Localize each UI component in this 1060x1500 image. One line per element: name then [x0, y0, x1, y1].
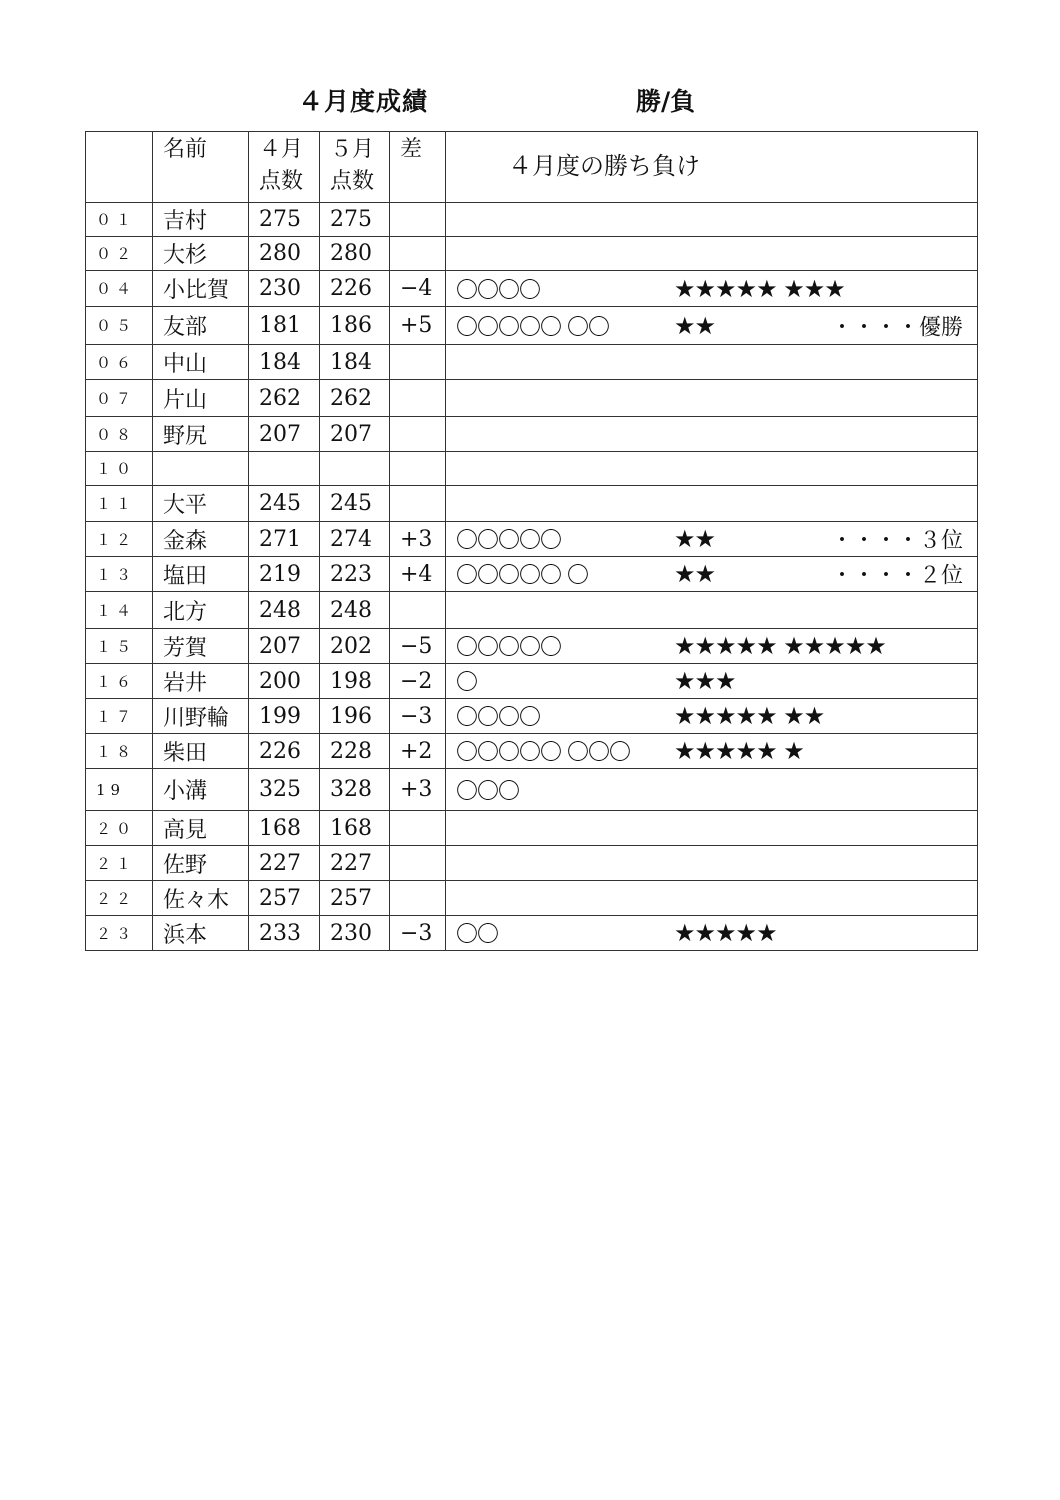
row-record: [446, 307, 978, 345]
row-number: ０５: [86, 307, 153, 345]
page-title: ４月度成績: [298, 87, 429, 116]
row-april-score: 184: [249, 345, 320, 380]
row-record: [446, 345, 978, 380]
row-april-score: 248: [249, 592, 320, 629]
row-record: [446, 734, 978, 769]
table-row: [86, 345, 978, 380]
row-name: 大杉: [153, 237, 249, 271]
row-may-score: 275: [320, 203, 390, 237]
row-diff: [390, 846, 446, 881]
row-name: 中山: [153, 345, 249, 380]
row-april-score: 262: [249, 380, 320, 417]
header-april-score: [249, 132, 320, 203]
row-record: [446, 271, 978, 307]
row-losses: ★★: [674, 560, 716, 588]
row-may-score: 280: [320, 237, 390, 271]
row-losses: ★★★★★ ★: [674, 737, 804, 765]
row-number: ０２: [86, 237, 153, 271]
row-april-score: 227: [249, 846, 320, 881]
row-name: 柴田: [153, 734, 249, 769]
row-wins: 〇〇〇〇: [456, 705, 541, 731]
row-record: [446, 557, 978, 592]
row-wins: 〇〇: [456, 922, 499, 948]
row-rank: ・・・・３位: [830, 528, 963, 554]
row-name: 塩田: [153, 557, 249, 592]
row-name: 小溝: [153, 769, 249, 811]
row-wins: 〇〇〇〇〇 〇: [456, 563, 588, 589]
results-table-body: [86, 132, 978, 951]
row-diff: +4: [390, 557, 446, 592]
row-number: １４: [86, 592, 153, 629]
row-record: [446, 417, 978, 452]
row-wins: 〇〇〇〇〇: [456, 635, 562, 661]
row-may-score: 245: [320, 486, 390, 522]
row-april-score: 226: [249, 734, 320, 769]
row-rank: ・・・・２位: [830, 563, 963, 589]
row-record: [446, 769, 978, 811]
row-name: 友部: [153, 307, 249, 345]
row-wins: 〇〇〇〇〇 〇〇〇: [456, 740, 630, 766]
row-april-score: [249, 452, 320, 486]
row-losses: ★★★★★ ★★★: [674, 274, 845, 303]
table-row: [86, 557, 978, 592]
header-name: 名前: [153, 132, 249, 203]
row-record: [446, 811, 978, 846]
row-may-score: 196: [320, 699, 390, 734]
row-number: ２３: [86, 916, 153, 951]
table-row: [86, 811, 978, 846]
row-april-score: 219: [249, 557, 320, 592]
row-diff: [390, 592, 446, 629]
table-row: [86, 846, 978, 881]
table-row: [86, 307, 978, 345]
row-diff: [390, 203, 446, 237]
row-name: 芳賀: [153, 629, 249, 664]
row-record: [446, 486, 978, 522]
row-name: 大平: [153, 486, 249, 522]
row-name: 片山: [153, 380, 249, 417]
header-record-label: ４月度の勝ち負け: [508, 152, 700, 180]
row-wins: 〇〇〇: [456, 779, 520, 804]
row-name: 金森: [153, 522, 249, 557]
header-number: [86, 132, 153, 203]
row-may-score: 198: [320, 664, 390, 699]
row-number: ０７: [86, 380, 153, 417]
row-record: [446, 452, 978, 486]
table-header-row: [86, 132, 978, 203]
row-number: １７: [86, 699, 153, 734]
row-diff: [390, 486, 446, 522]
row-record: [446, 699, 978, 734]
row-wins: 〇〇〇〇〇: [456, 528, 562, 554]
row-number: １２: [86, 522, 153, 557]
row-diff: +2: [390, 734, 446, 769]
row-april-score: 233: [249, 916, 320, 951]
row-diff: [390, 811, 446, 846]
row-diff: +3: [390, 522, 446, 557]
row-diff: +5: [390, 307, 446, 345]
row-name: 川野輪: [153, 699, 249, 734]
row-rank: ・・・・優勝: [830, 315, 963, 340]
row-record: [446, 629, 978, 664]
row-name: 野尻: [153, 417, 249, 452]
table-row: [86, 522, 978, 557]
row-diff: −2: [390, 664, 446, 699]
row-wins: 〇: [456, 670, 478, 696]
header-diff: 差: [390, 132, 446, 203]
row-april-score: 325: [249, 769, 320, 811]
row-number: １８: [86, 734, 153, 769]
row-april-score: 257: [249, 881, 320, 916]
row-name: 小比賀: [153, 271, 249, 307]
row-number: 19: [86, 769, 153, 811]
row-may-score: 248: [320, 592, 390, 629]
row-record: [446, 203, 978, 237]
row-name: 吉村: [153, 203, 249, 237]
header-april-line1: ４月: [259, 137, 304, 162]
row-losses: ★★★★★: [674, 919, 777, 947]
table-row: [86, 769, 978, 811]
row-losses: ★★: [674, 525, 716, 553]
table-row: [86, 916, 978, 951]
row-may-score: 184: [320, 345, 390, 380]
row-number: １１: [86, 486, 153, 522]
table-row: [86, 417, 978, 452]
row-number: ０６: [86, 345, 153, 380]
row-number: １０: [86, 452, 153, 486]
row-losses: ★★★★★ ★★: [674, 702, 825, 730]
row-record: [446, 881, 978, 916]
row-number: ２０: [86, 811, 153, 846]
row-record: [446, 846, 978, 881]
row-name: 北方: [153, 592, 249, 629]
page-subtitle: 勝/負: [636, 87, 696, 116]
row-record: [446, 664, 978, 699]
row-number: ０１: [86, 203, 153, 237]
row-april-score: 168: [249, 811, 320, 846]
header-may-line1: ５月: [330, 137, 375, 162]
row-number: ０８: [86, 417, 153, 452]
row-diff: [390, 417, 446, 452]
table-row: [86, 592, 978, 629]
row-diff: [390, 345, 446, 380]
row-name: [153, 452, 249, 486]
row-april-score: 207: [249, 629, 320, 664]
row-april-score: 200: [249, 664, 320, 699]
row-may-score: 227: [320, 846, 390, 881]
row-diff: −3: [390, 916, 446, 951]
row-losses: ★★: [674, 311, 716, 340]
table-row: [86, 380, 978, 417]
row-may-score: 226: [320, 271, 390, 307]
row-april-score: 207: [249, 417, 320, 452]
table-row: [86, 664, 978, 699]
table-row: [86, 486, 978, 522]
row-diff: +3: [390, 769, 446, 811]
row-april-score: 271: [249, 522, 320, 557]
row-losses: ★★★★★ ★★★★★: [674, 632, 886, 660]
row-record: [446, 522, 978, 557]
row-may-score: 223: [320, 557, 390, 592]
row-diff: [390, 380, 446, 417]
row-number: １３: [86, 557, 153, 592]
row-may-score: [320, 452, 390, 486]
table-row: [86, 699, 978, 734]
table-row: [86, 452, 978, 486]
row-may-score: 262: [320, 380, 390, 417]
row-number: １５: [86, 629, 153, 664]
row-april-score: 275: [249, 203, 320, 237]
row-may-score: 230: [320, 916, 390, 951]
table-row: [86, 734, 978, 769]
row-number: ２２: [86, 881, 153, 916]
table-row: [86, 271, 978, 307]
table-row: [86, 237, 978, 271]
row-number: １６: [86, 664, 153, 699]
row-diff: −4: [390, 271, 446, 307]
table-row: [86, 629, 978, 664]
row-record: [446, 380, 978, 417]
table-row: [86, 203, 978, 237]
row-record: [446, 916, 978, 951]
row-wins: 〇〇〇〇〇 〇〇: [456, 315, 609, 340]
header-record: [446, 132, 978, 203]
row-losses: ★★★: [674, 667, 736, 695]
row-diff: [390, 881, 446, 916]
row-number: ０４: [86, 271, 153, 307]
row-april-score: 199: [249, 699, 320, 734]
header-may-line2: 点数: [330, 169, 375, 194]
row-name: 高見: [153, 811, 249, 846]
header-may-score: [320, 132, 390, 203]
row-may-score: 186: [320, 307, 390, 345]
header-april-line2: 点数: [259, 169, 304, 194]
row-may-score: 228: [320, 734, 390, 769]
row-april-score: 245: [249, 486, 320, 522]
row-april-score: 280: [249, 237, 320, 271]
row-name: 浜本: [153, 916, 249, 951]
row-name: 佐々木: [153, 881, 249, 916]
row-april-score: 230: [249, 271, 320, 307]
row-diff: [390, 452, 446, 486]
row-diff: [390, 237, 446, 271]
row-may-score: 168: [320, 811, 390, 846]
row-diff: −5: [390, 629, 446, 664]
row-may-score: 257: [320, 881, 390, 916]
row-may-score: 207: [320, 417, 390, 452]
row-may-score: 274: [320, 522, 390, 557]
row-wins: 〇〇〇〇: [456, 278, 541, 303]
row-may-score: 202: [320, 629, 390, 664]
row-diff: −3: [390, 699, 446, 734]
results-table: [85, 131, 978, 951]
row-april-score: 181: [249, 307, 320, 345]
row-name: 岩井: [153, 664, 249, 699]
row-record: [446, 237, 978, 271]
row-name: 佐野: [153, 846, 249, 881]
row-record: [446, 592, 978, 629]
row-may-score: 328: [320, 769, 390, 811]
row-number: ２１: [86, 846, 153, 881]
table-row: [86, 881, 978, 916]
